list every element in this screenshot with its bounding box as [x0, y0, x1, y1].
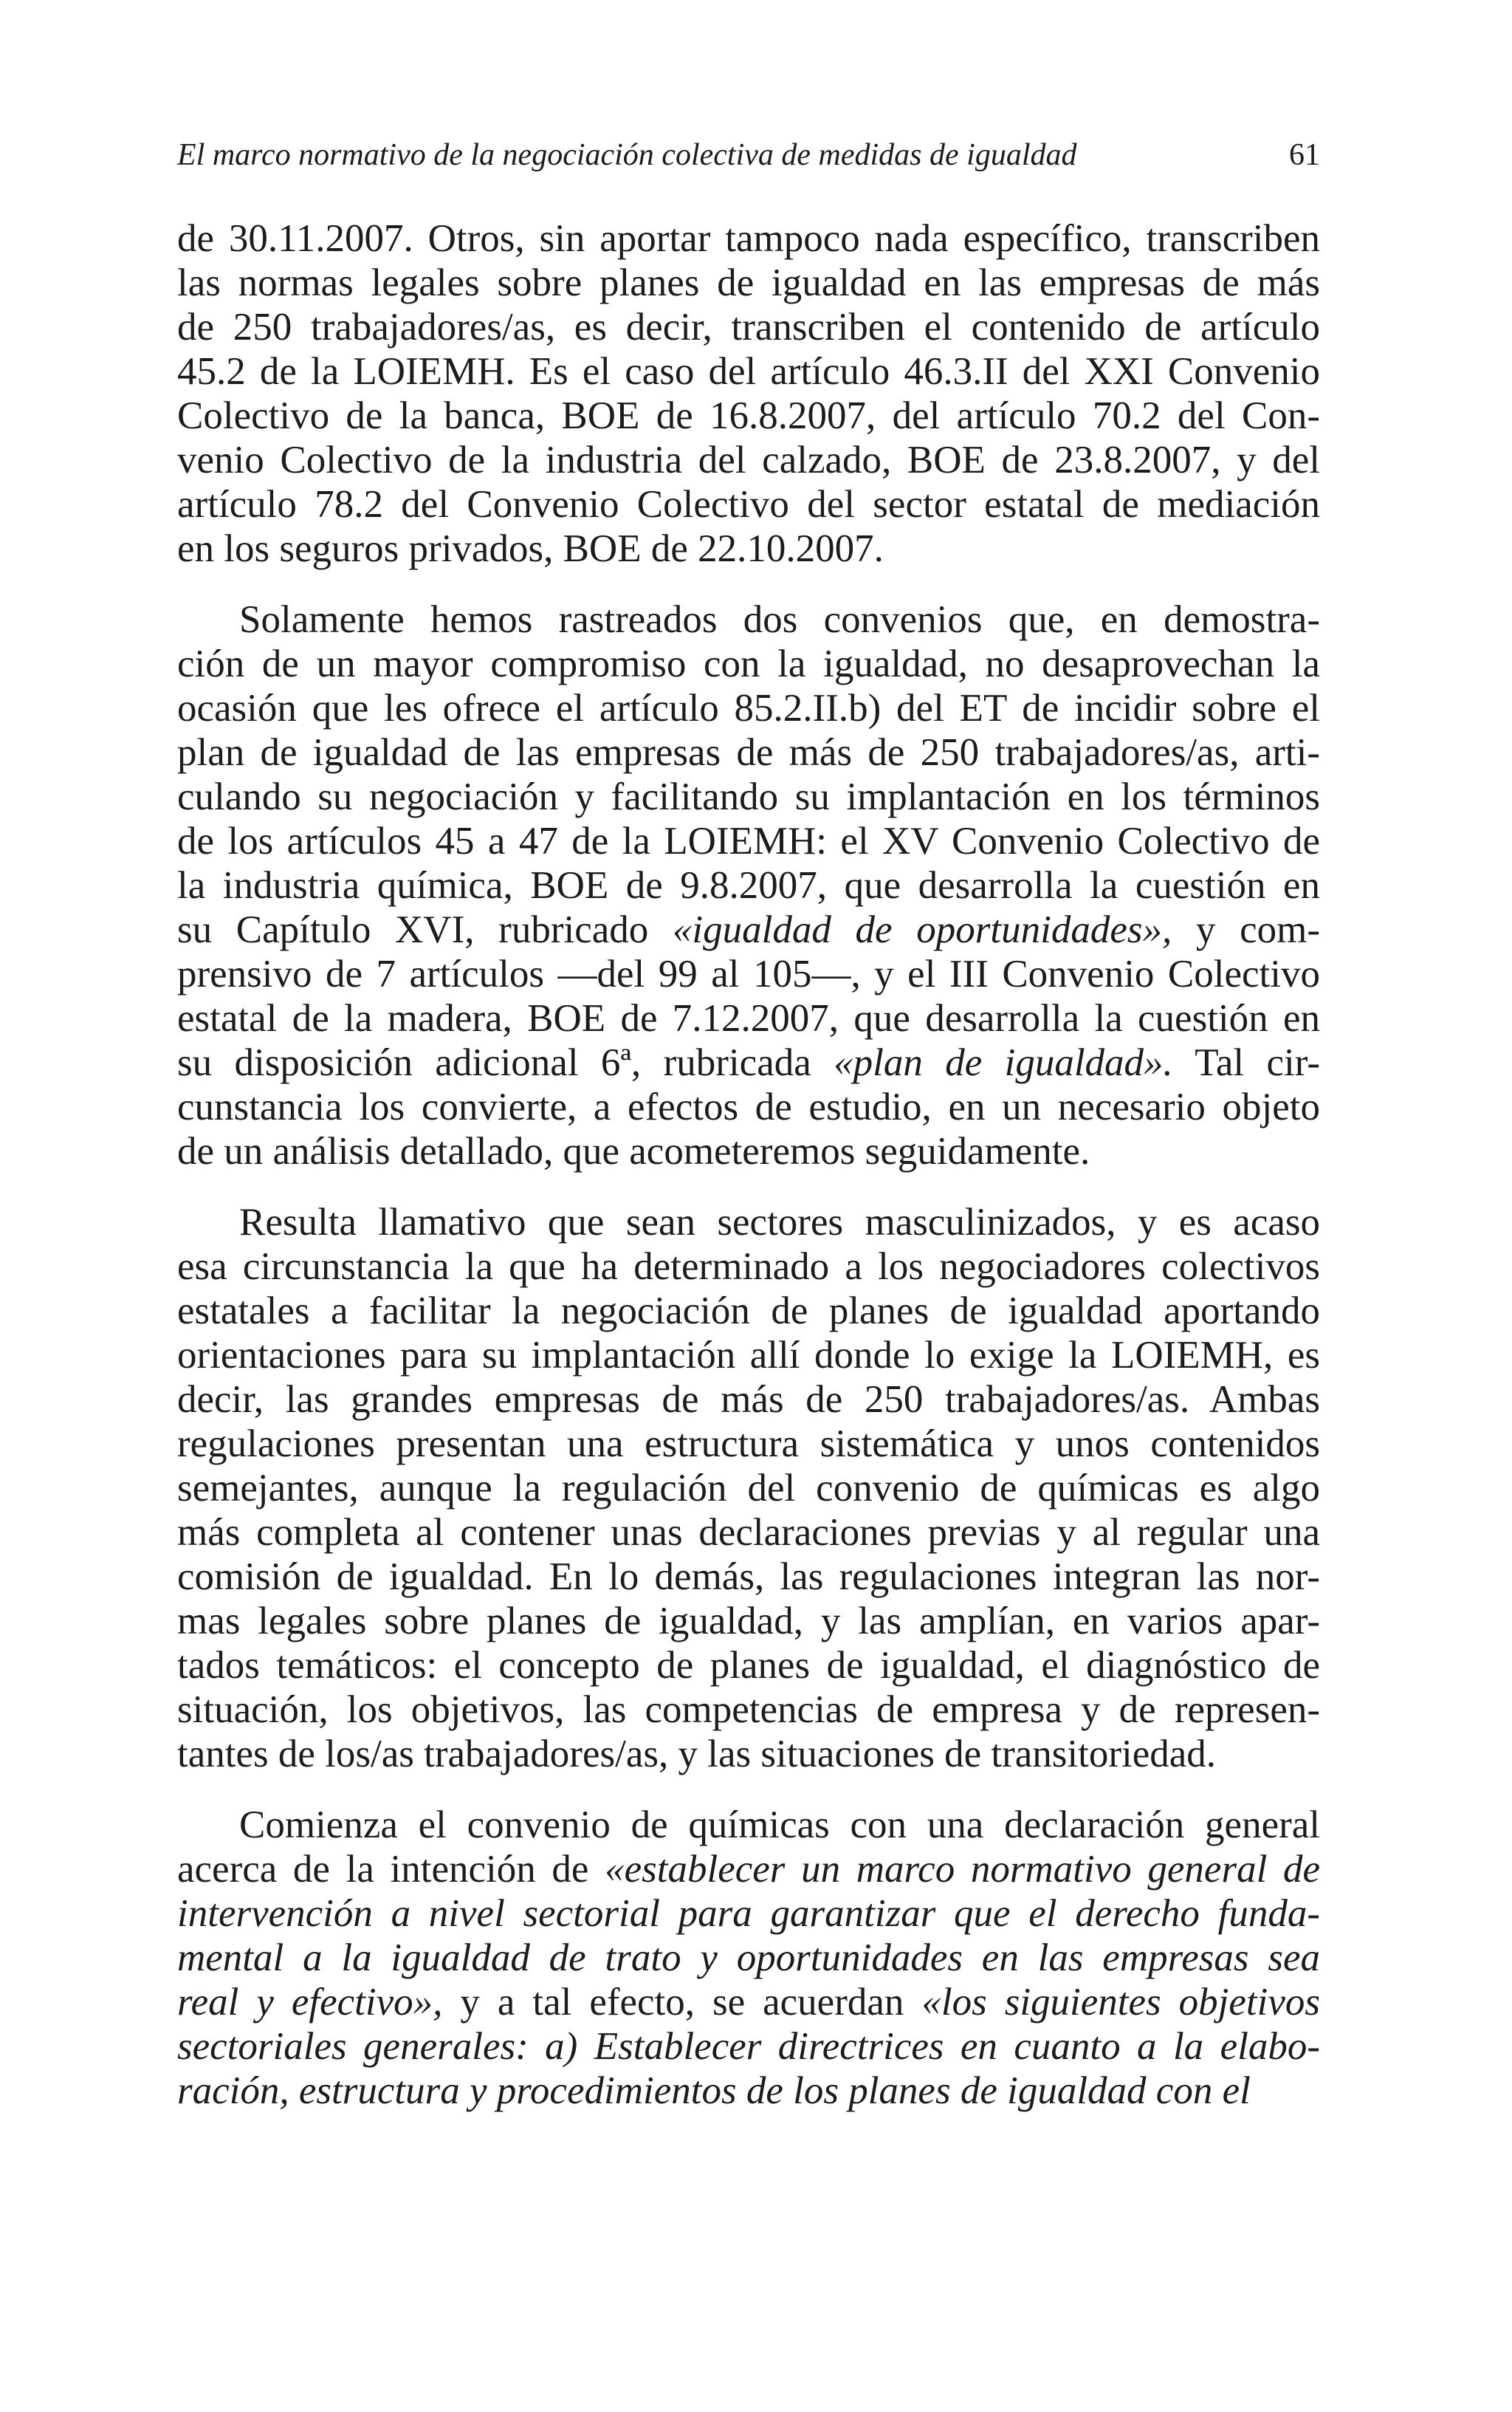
line-text: la industria química, BOE de 9.8.2007, que desarrolla la cuestión en — [177, 864, 1320, 907]
page-number: 61 — [1289, 138, 1320, 172]
line-text: estatales a facilitar la negociación de planes de igualdad aportando — [177, 1289, 1320, 1332]
text-line — [177, 819, 1320, 863]
text-line — [177, 1422, 1320, 1466]
text-line — [177, 1803, 1320, 1847]
italic-quote-text: mental a la igualdad de trato y oportunidades en las empresas sea — [177, 1936, 1320, 1979]
line-text: las normas legales sobre planes de igualdad en las empresas de más — [177, 261, 1320, 304]
running-title: El marco normativo de la negociación colectiva de medidas de igualdad — [177, 138, 1077, 172]
text-line — [177, 1936, 1320, 1980]
text-line — [177, 1085, 1320, 1129]
line-text: acerca de la intención de — [177, 1848, 605, 1891]
line-text: Resulta llamativo que sean sectores masculinizados, y es acaso — [239, 1201, 1320, 1244]
text-line — [177, 1466, 1320, 1510]
italic-quote-text: sectoriales generales: a) Establecer directrices en cuanto a la elabo- — [177, 2025, 1320, 2068]
line-text: más completa al contener unas declaraciones previas y al regular una — [177, 1511, 1320, 1554]
paragraph — [177, 1803, 1320, 2113]
line-text: cunstancia los convierte, a efectos de estudio, en un necesario objeto — [177, 1086, 1320, 1128]
line-text: ocasión que les ofrece el artículo 85.2.II.b) del ET de incidir sobre el — [177, 687, 1320, 730]
text-line — [177, 1377, 1320, 1422]
line-text: 45.2 de la LOIEMH. Es el caso del artículo 46.3.II del XXI Convenio — [177, 350, 1320, 393]
line-text: tados temáticos: el concepto de planes de igualdad, el diagnóstico de — [177, 1644, 1320, 1687]
text-line — [177, 1688, 1320, 1732]
line-text: venio Colectivo de la industria del calzado, BOE de 23.8.2007, y del — [177, 439, 1320, 482]
line-text: Tal cir- — [1172, 1041, 1320, 1084]
italic-quote-text: «establecer un marco normativo general de — [605, 1848, 1320, 1891]
text-line — [177, 261, 1320, 305]
line-text: de 30.11.2007. Otros, sin aportar tampoco nada específico, transcriben — [177, 217, 1320, 260]
text-line — [177, 775, 1320, 819]
line-text: Colectivo de la banca, BOE de 16.8.2007, del artículo 70.2 del Con- — [177, 394, 1320, 437]
paragraph — [177, 1200, 1320, 1776]
text-line — [177, 1041, 1320, 1085]
text-line — [177, 349, 1320, 394]
line-text: artículo 78.2 del Convenio Colectivo del sector estatal de mediación — [177, 483, 1320, 526]
text-line — [177, 952, 1320, 996]
text-line — [177, 394, 1320, 438]
text-line — [177, 527, 1320, 571]
text-line — [177, 1510, 1320, 1555]
line-text: prensivo de 7 artículos —del 99 al 105—, y el III Convenio Colectivo — [177, 953, 1320, 996]
text-line — [177, 438, 1320, 482]
line-text: decir, las grandes empresas de más de 250 trabajadores/as. Ambas — [177, 1378, 1320, 1421]
line-text: orientaciones para su implantación allí donde lo exige la LOIEMH, es — [177, 1334, 1320, 1377]
line-text: plan de igualdad de las empresas de más de 250 trabajadores/as, arti- — [177, 731, 1320, 774]
text-line — [177, 1555, 1320, 1599]
text-line — [177, 996, 1320, 1041]
italic-quote-text: real y efectivo», — [177, 1981, 443, 2024]
text-line — [177, 863, 1320, 908]
text-line — [177, 1643, 1320, 1688]
text-line — [177, 1732, 1320, 1776]
text-line — [177, 1200, 1320, 1244]
text-line — [177, 216, 1320, 261]
paragraph — [177, 597, 1320, 1174]
text-line — [177, 686, 1320, 730]
text-line — [177, 2024, 1320, 2069]
line-text: estatal de la madera, BOE de 7.12.2007, que desarrolla la cuestión en — [177, 997, 1320, 1040]
line-text: y com- — [1172, 908, 1320, 951]
line-text: tantes de los/as trabajadores/as, y las situaciones de transitoriedad. — [177, 1733, 1217, 1775]
line-text: Comienza el convenio de químicas con una declaración general — [239, 1803, 1320, 1846]
line-text: su Capítulo XVI, rubricado — [177, 908, 673, 951]
line-text: y a tal efecto, se acuerdan — [442, 1981, 922, 2024]
text-line — [177, 482, 1320, 527]
text-line — [177, 1129, 1320, 1174]
italic-quote-text: «plan de igualdad». — [834, 1041, 1173, 1084]
line-text: Solamente hemos rastreados dos convenios que, en demostra- — [239, 598, 1320, 641]
text-line — [177, 1333, 1320, 1377]
line-text: de los artículos 45 a 47 de la LOIEMH: el XV Convenio Colectivo de — [177, 820, 1320, 863]
text-line — [177, 908, 1320, 952]
line-text: culando su negociación y facilitando su implantación en los términos — [177, 775, 1320, 818]
italic-quote-text: «los siguientes objetivos — [921, 1981, 1321, 2024]
text-line — [177, 1599, 1320, 1643]
text-line — [177, 305, 1320, 349]
line-text: ción de un mayor compromiso con la igualdad, no desaprovechan la — [177, 643, 1320, 685]
line-text: en los seguros privados, BOE de 22.10.2007. — [177, 527, 884, 570]
text-line — [177, 597, 1320, 642]
line-text: de 250 trabajadores/as, es decir, transcriben el contenido de artículo — [177, 306, 1320, 349]
line-text: situación, los objetivos, las competencias de empresa y de represen- — [177, 1688, 1320, 1731]
line-text: de un análisis detallado, que acometeremos seguidamente. — [177, 1130, 1090, 1173]
italic-quote-text: intervención a nivel sectorial para garantizar que el derecho funda- — [177, 1892, 1320, 1935]
line-text: semejantes, aunque la regulación del convenio de químicas es algo — [177, 1467, 1320, 1510]
text-line — [177, 1891, 1320, 1936]
body-text — [177, 216, 1320, 2113]
text-line — [177, 1980, 1320, 2024]
paragraph — [177, 216, 1320, 571]
italic-quote-text: «igualdad de oportunidades», — [672, 908, 1172, 951]
text-line — [177, 1289, 1320, 1333]
running-header — [177, 131, 1320, 179]
line-text: comisión de igualdad. En lo demás, las regulaciones integran las nor- — [177, 1555, 1320, 1598]
text-line — [177, 642, 1320, 686]
line-text: su disposición adicional 6ª, rubricada — [177, 1041, 834, 1084]
text-line — [177, 730, 1320, 775]
line-text: esa circunstancia la que ha determinado a los negociadores colectivos — [177, 1245, 1320, 1288]
italic-quote-text: ración, estructura y procedimientos de los planes de igualdad con el — [177, 2069, 1251, 2112]
text-line — [177, 1244, 1320, 1289]
line-text: mas legales sobre planes de igualdad, y las amplían, en varios apar- — [177, 1600, 1320, 1642]
text-line — [177, 1847, 1320, 1891]
text-line — [177, 2069, 1320, 2113]
line-text: regulaciones presentan una estructura sistemática y unos contenidos — [177, 1422, 1320, 1465]
